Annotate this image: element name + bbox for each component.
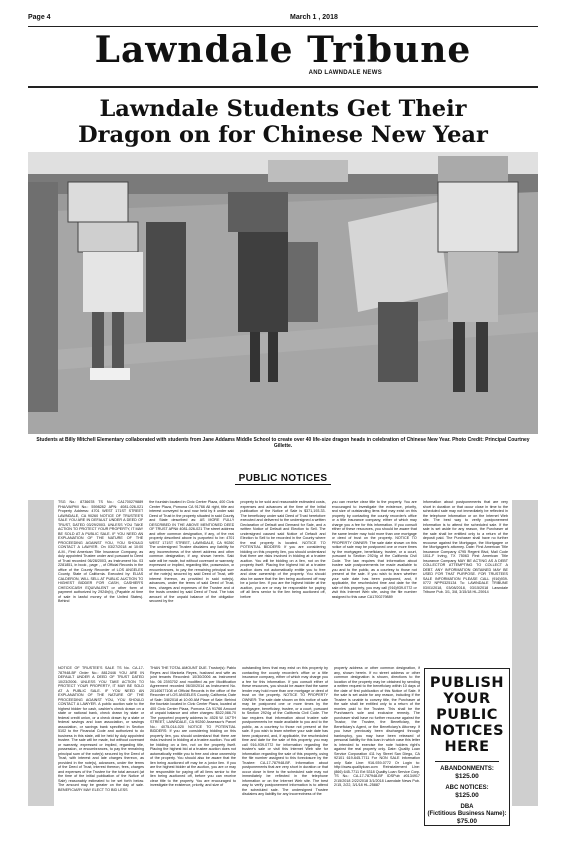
ad-headline-line: NOTICES bbox=[429, 723, 505, 739]
dba-sublabel: (Fictitious Business Name): bbox=[427, 811, 507, 817]
notice-text: THAN THE TOTAL AMOUNT DUE. Trustor(s): Pablo Reyes and Maricela Reyes, husband and wife as joint tenants Recorded: 10/30/2006 as Instrument No. 06 2393702 and modified as per Modification Agreement recorded 06/30/2014 as Instrument No. 20140677108 of Official Records in the office of the Recorder of LOS ANGELES County, California; Date of Sale: 3/8/2018 at 10:00 AM Place of Sale: Behind the fountain located in Civic Center Plaza, located at 400 Civic Center Plaza, Pomona CA 91766 Amount of unpaid balance and other charges: $522,086.70 The purported property address is: 4528 W. 167TH STREET, LAWNDALE, CA 90260 Assessor's Parcel No.: 4075-014-020 NOTICE TO POTENTIAL BIDDERS: If you are considering bidding on this property lien, you should understand that there are risks involved in bidding at a trustee auction. You will be bidding on a lien, not on the property itself. Placing the highest bid at a trustee auction does not automatically entitle you to free and clear ownership of the property. You should also be aware that the lien being auctioned off may be a junior lien. If you are the highest bidder at the auction, you are or may be responsible for paying off all liens senior to the lien being auctioned off, before you can receive clear title to the property. You are encouraged to investigate the existence, priority, and size of bbox=[150, 666, 236, 787]
dba-price: $75.00 bbox=[457, 818, 477, 825]
notice-column bbox=[423, 500, 508, 650]
public-notices-title: PUBLIC NOTICES bbox=[235, 473, 332, 485]
dba-label: DBA bbox=[460, 804, 474, 810]
ad-headline bbox=[425, 675, 509, 755]
ad-headline-line: PUBLISH bbox=[429, 675, 505, 691]
ad-headline-line: HERE bbox=[444, 739, 490, 755]
issue-date: March 1 , 2018 bbox=[290, 14, 338, 21]
masthead bbox=[28, 30, 538, 78]
abandonments-label: ABANDONMENTS: bbox=[440, 766, 494, 772]
abc-price: $125.00 bbox=[455, 792, 479, 799]
notice-column bbox=[242, 666, 328, 826]
notice-column bbox=[240, 500, 325, 650]
newspaper-name: Lawndale Tribune bbox=[94, 29, 472, 71]
left-margin-bar bbox=[28, 500, 54, 806]
notice-column bbox=[58, 500, 143, 650]
ad-headline-line: PUBLIC bbox=[436, 707, 498, 723]
ad-headline-line: YOUR bbox=[443, 691, 491, 707]
article-headline bbox=[28, 96, 538, 148]
upper-notice-block bbox=[58, 500, 508, 650]
public-notices-heading bbox=[28, 473, 538, 491]
masthead-rule bbox=[28, 86, 538, 88]
notice-column bbox=[149, 500, 234, 650]
notice-text: outstanding liens that may exist on this property by contacting the county recorder's office or a title insurance company, either of which may charge you a fee for this information. If you consult either of these resources, you should be aware that the same lender may hold more than one mortgage or deed of trust on the property. NOTICE TO PROPERTY OWNER: The sale date shown on this notice of sale may be postponed one or more times by the mortgagee, beneficiary, trustee, or a court, pursuant to Section 2924g of the California Civil Code. The law requires that information about trustee sale postponements be made available to you and to the public, as a courtesy to those not present at the sale. If you wish to learn whether your sale date has been postponed, and, if applicable, the rescheduled time and date for the sale of this property, you may call 916-939-0772 for information regarding the trustee's sale or visit this Internet Web site for information regarding the sale of this property, using the file number assigned to this foreclosure by the Trustee: CA-17-787948-BF. Information about postponements that are very short in duration or that occur close in time to the scheduled sale may not immediately be reflected in the telephone information or on the Internet Web site. The best way to verify postponement information is to attend the scheduled sale. The undersigned Trustee disclaims any liability for any incorrectness of the bbox=[242, 666, 328, 796]
page-header bbox=[28, 14, 538, 26]
notice-column bbox=[150, 666, 236, 826]
right-margin-bar bbox=[512, 500, 538, 806]
notice-text: property to be sold and reasonable estimated costs, expenses and advances at the time of the initial publication of the Notice of Sale is $371,193.33. The beneficiary under said Deed of Trust heretofore executed and delivered to the undersigned a written Declaration of Default and Demand for Sale, and a written Notice of Default and Election to Sell. The undersigned caused said Notice of Default and Election to Sell to be recorded in the County where the real property is located. NOTICE TO POTENTIAL BIDDERS: If you are considering bidding on this property lien, you should understand that there are risks involved in bidding at a trustee auction. You will be bidding on a lien, not on the property itself. Placing the highest bid at a trustee auction does not automatically entitle you to free and clear ownership of the property. You should also be aware that the lien being auctioned off may be a junior lien. If you are the highest bidder at the auction, you are or may be responsible for paying off all liens senior to the lien being auctioned off, before bbox=[240, 500, 326, 599]
notice-column bbox=[332, 500, 417, 650]
notice-column bbox=[334, 666, 420, 826]
publish-notices-ad bbox=[424, 668, 510, 826]
notice-column bbox=[58, 666, 144, 826]
headline-line-2: Dragon on for Chinese New Year bbox=[78, 122, 488, 148]
notice-text: Information about postponements that are very short in duration or that occur close in time to the scheduled sale may not immediately be reflected in the telephone information or on the Internet Web site. The best way to verify postponement information is to attend the scheduled sale. If the sale is set aside for any reason, the Purchaser at the sale shall be entitled only to a return of the deposit paid. The Purchaser shall have no further recourse against the Mortgagor, the Mortgagee or the Mortgagee's attorney. Date: First American Title Insurance Company 4795 Regent Blvd, Mail Code 1011-F Irving, TX 75063 First American Title Insurance Company MAY BE ACTING AS A DEBT COLLECTOR ATTEMPTING TO COLLECT A DEBT. ANY INFORMATION OBTAINED MAY BE USED FOR THAT PURPOSE. FOR TRUSTEES SALE INFORMATION PLEASE CALL (916)939-0772 NPP0325134 To: LAWNDALE TRIBUNE 03/01/2018, 03/08/2018, 03/15/2018 Lawndale Tribune Pub. 3/1, 3/8, 3/15/18 HL-25914 bbox=[422, 500, 509, 594]
dragon-parade-photo bbox=[28, 152, 538, 434]
notice-text: NOTICE OF TRUSTEE'S SALE TS No. CA-17-787948-BF Order No.: 8812446 YOU ARE IN DEFAULT UNDER A DEED OF TRUST DATED 10/23/2006. UNLESS YOU TAKE ACTION TO PROTECT YOUR PROPERTY, IT MAY BE SOLD AT A PUBLIC SALE. IF YOU NEED AN EXPLANATION OF THE NATURE OF THE PROCEEDING AGAINST YOU, YOU SHOULD CONTACT A LAWYER. A public auction sale to the highest bidder for cash, cashier's check drawn on a state or national bank, check drawn by state or federal credit union, or a check drawn by a state or federal savings and loan association, or savings association, or savings bank specified in Section 5102 to the Financial Code and authorized to do business in this state, will be held by duly appointed trustee. The sale will be made, but without covenant or warranty, expressed or implied, regarding title, possession, or encumbrances, to pay the remaining principal sum of the note(s) secured by the Deed of Trust, with interest and late charges thereon, as provided in the note(s), advances, under the terms of the Deed of Trust, interest thereon, fees, charges and expenses of the Trustee for the total amount (at the time of the initial publication of the Notice of Sale) reasonably estimated to be set forth below. The amount may be greater on the day of sale. BENEFICIARY MAY ELECT TO BID LESS bbox=[58, 666, 144, 792]
abc-label: ABC NOTICES: bbox=[445, 785, 489, 791]
lower-notice-block bbox=[58, 666, 420, 826]
header-rule bbox=[28, 26, 538, 27]
article-photo bbox=[28, 152, 538, 434]
newspaper-subtitle: AND LAWNDALE NEWS bbox=[308, 70, 382, 76]
ad-divider bbox=[435, 761, 499, 762]
notice-text: the fountain located in Civic Center Plaza, 400 Civic Center Plaza, Pomona CA 91766 All right, title and interest conveyed to and now held by it under said Deed of Trust in the property situated in said County and State described as: AS MORE FULLY DESCRIBED IN THE ABOVE MENTIONED DEED OF TRUST APN# 4081-026-021 The street address and other common designation, if any, of the real property described above is purported to be: 4701 WEST 171ST STREET, LAWNDALE, CA 90260 The undersigned Trustee disclaims any liability for any incorrectness of the street address and other common designation, if any, shown herein. Said sale will be made, but without covenant or warranty, expressed or implied, regarding title, possession, or encumbrances, to pay the remaining principal sum of the note(s) secured by said Deed of Trust, with interest thereon, as provided in said note(s), advances, under the terms of said Deed of Trust, fees, charges and expenses of the Trustee and of the trusts created by said Deed of Trust. The total amount of the unpaid balance of the obligation secured by the bbox=[149, 500, 235, 603]
notice-text: you can receive clear title to the property. You are encouraged to investigate the existence, priority, and size of outstanding liens that may exist on this property by contacting the county recorder's office or a title insurance company, either of which may charge you a fee for this information. If you consult either of these resources, you should be aware that the same lender may hold more than one mortgage or deed of trust on the property. NOTICE TO PROPERTY OWNER: The sale date shown on this notice of sale may be postponed one or more times by the mortgagee, beneficiary, trustee, or a court, pursuant to Section 2924g of the California Civil Code. The law requires that information about trustee sale postponements be made available to you and to the public, as a courtesy to those not present at the sale. If you wish to learn whether your sale date has been postponed, and, if applicable, the rescheduled time and date for the sale of this property, you may call (916)939-0772 or visit this Internet Web site, using the file number assigned to this case CA1700279889 bbox=[331, 500, 417, 599]
page-number: Page 4 bbox=[28, 14, 51, 21]
abandonments-price: $125.00 bbox=[455, 773, 479, 780]
headline-line-1: Lawndale Students Get Their bbox=[99, 96, 467, 122]
photo-caption: Students at Billy Mitchell Elementary collaborated with students from Jane Addams Middle School to create over 40 life-size dragon heads in celebration of Chinese New Year. Photo Credit: Principal Courtney Gillette. bbox=[36, 437, 530, 449]
notice-text: property address or other common designation, if any, shown herein. If no street address or other common designation is shown, directions to the location of the property may be obtained by sending a written request to the beneficiary within 10 days of the date of first publication of this Notice of Sale. If the sale is set aside for any reason, including if the Trustee is unable to convey title, the Purchaser at the sale shall be entitled only to a return of the monies paid to the Trustee. This shall be the Purchaser's sole and exclusive remedy. The purchaser shall have no further recourse against the Trustor, the Trustee, the Beneficiary, the Beneficiary's Agent, or the Beneficiary's Attorney. If you have previously been discharged through bankruptcy, you may have been released of personal liability for this loan in which case this letter is intended to exercise the note holders right's against the real property only. Date: Quality Loan Service Corporation 411 Ivy Street San Diego, CA 92101 619-645-7711 For NON SALE information only Sale Line: 916-939-0772 Or Login to: http://www.qualityloan.com Reinstatement Line: (866) 645-7711 Ext 5318 Quality Loan Service Corp. TS No.: CA-17-787948-BF IDSPub #0134917 2/15/2018 2/22/2018 3/1/2018 Lawndale News Pub. 2/15, 2/22, 3/1/18 HL-25887 bbox=[334, 666, 420, 787]
notice-text: TSG No.: 8736678 TS No.: CA1700279889 FHA/VA/PMI No.: 5598282 APN: 4081-026-021 Property Address: 4701 WEST 171ST STREET LAWNDALE, CA 90260 NOTICE OF TRUSTEE'S SALE YOU ARE IN DEFAULT UNDER A DEED OF TRUST, DATED 03/29/2003. UNLESS YOU TAKE ACTION TO PROTECT YOUR PROPERTY, IT MAY BE SOLD AT A PUBLIC SALE. IF YOU NEED AN EXPLANATION OF THE NATURE OF THE PROCEEDING AGAINST YOU, YOU SHOULD CONTACT A LAWYER. On 03/27/2018 at 10:00 A.M., First American Title Insurance Company, as duly appointed Trustee under and pursuant to Deed of Trust recorded 06/28/2003, as Instrument No. 03 2281851, in book , page , , of Official Records in the office of the County Recorder of LOS ANGELES County, State of California. Executed by: ELIAS CALDERON, WILL SELL AT PUBLIC AUCTION TO HIGHEST BIDDER FOR CASH, CASHIER'S CHECK/CASH EQUIVALENT or other form of payment authorized by 2924h(b), (Payable at time of sale in lawful money of the United States). Behind bbox=[58, 500, 144, 603]
